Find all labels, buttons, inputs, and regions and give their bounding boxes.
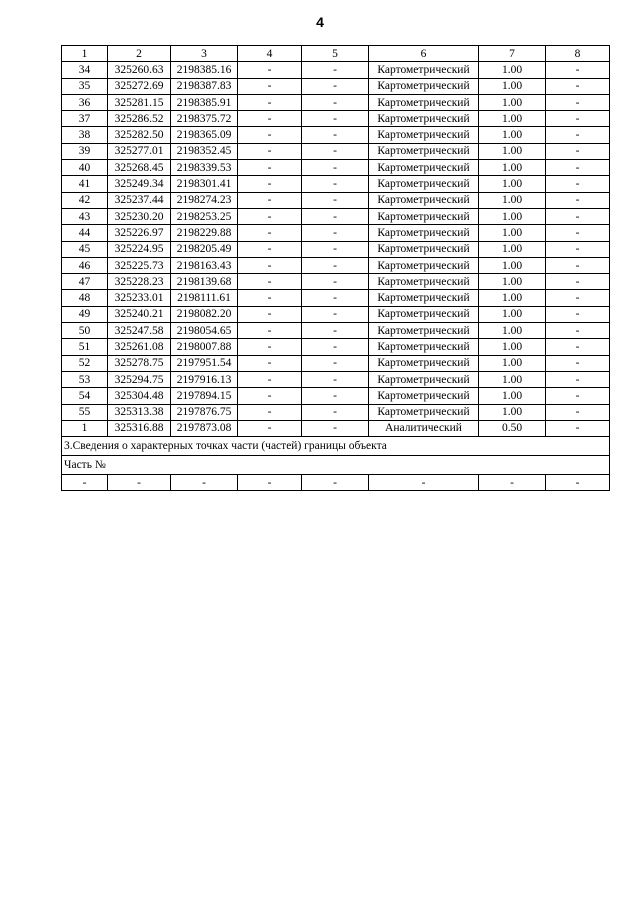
table-cell: - [546,355,610,371]
table-cell: - [238,208,302,224]
table-row [62,290,610,306]
table-cell: Картометрический [369,306,479,322]
column-header: 1 [62,46,108,62]
table-cell: - [238,475,302,491]
table-cell: - [302,176,369,192]
table-cell: - [238,78,302,94]
table-cell: Картометрический [369,257,479,273]
table-cell: Картометрический [369,127,479,143]
table-cell: 1.00 [479,274,546,290]
table-cell: 1.00 [479,241,546,257]
table-cell: Картометрический [369,290,479,306]
table-cell: - [302,241,369,257]
table-row [62,339,610,355]
table-cell: 1.00 [479,257,546,273]
table-cell: 43 [62,208,108,224]
table-cell: - [546,388,610,404]
table-cell: - [238,160,302,176]
table-cell: 1.00 [479,323,546,339]
table-cell: - [546,371,610,387]
table-row [62,355,610,371]
table-cell: 2198163.43 [171,257,238,273]
table-cell: - [479,475,546,491]
table-cell: - [546,208,610,224]
table-cell: 2197916.13 [171,371,238,387]
table-cell: 325294.75 [108,371,171,387]
table-cell: Картометрический [369,355,479,371]
table-row [62,257,610,273]
table-cell: - [546,192,610,208]
table-cell: - [238,127,302,143]
table-cell: 2198385.16 [171,62,238,78]
table-cell: - [369,475,479,491]
table-cell: 2197951.54 [171,355,238,371]
table-cell: 2198082.20 [171,306,238,322]
table-cell: 2198385.91 [171,94,238,110]
table-cell: 0.50 [479,420,546,436]
table-cell: - [238,274,302,290]
table-cell: 48 [62,290,108,306]
table-cell: 2198339.53 [171,160,238,176]
table-cell: Картометрический [369,62,479,78]
table-cell: - [302,127,369,143]
table-cell: 50 [62,323,108,339]
table-cell: 325316.88 [108,420,171,436]
table-cell: 325226.97 [108,225,171,241]
table-cell: 325277.01 [108,143,171,159]
part-label: Часть № [62,456,610,475]
table-row [62,143,610,159]
table-cell: Картометрический [369,323,479,339]
table-cell: - [238,143,302,159]
table-cell: - [238,94,302,110]
table-cell: - [302,257,369,273]
table-cell: 325249.34 [108,176,171,192]
table-cell: 325304.48 [108,388,171,404]
table-cell: 325240.21 [108,306,171,322]
column-header: 8 [546,46,610,62]
table-cell: - [546,78,610,94]
table-cell: Картометрический [369,274,479,290]
table-cell: 2198007.88 [171,339,238,355]
table-cell: - [302,208,369,224]
table-cell: 325228.23 [108,274,171,290]
table-cell: Картометрический [369,94,479,110]
table-cell: - [302,78,369,94]
table-cell: - [238,404,302,420]
table-cell: - [238,257,302,273]
table-cell: Аналитический [369,420,479,436]
table-cell: 2197894.15 [171,388,238,404]
table-cell: - [546,62,610,78]
table-cell: - [302,404,369,420]
table-row [62,62,610,78]
table-cell: 2197876.75 [171,404,238,420]
table-cell: 2198229.88 [171,225,238,241]
table-cell: 325272.69 [108,78,171,94]
table-cell: - [302,62,369,78]
table-cell: - [238,339,302,355]
table-cell: - [302,290,369,306]
table-cell: - [238,111,302,127]
table-cell: 1.00 [479,160,546,176]
table-cell: - [302,192,369,208]
table-cell: - [546,176,610,192]
table-cell: 2198111.61 [171,290,238,306]
table-cell: - [238,241,302,257]
table-row [62,94,610,110]
table-cell: 46 [62,257,108,273]
column-header: 4 [238,46,302,62]
table-cell: Картометрический [369,111,479,127]
table-cell: - [302,306,369,322]
table-cell: 2198054.65 [171,323,238,339]
table-cell: Картометрический [369,78,479,94]
table-cell: 2198253.25 [171,208,238,224]
table-cell: - [62,475,108,491]
table-cell: - [302,339,369,355]
table-cell: 1.00 [479,290,546,306]
table-row [62,274,610,290]
table-header-row [62,46,610,62]
section-title: 3.Сведения о характерных точках части (частей) границы объекта [62,437,610,456]
table-cell: 1.00 [479,371,546,387]
table-cell: 1.00 [479,404,546,420]
table-body [62,62,610,437]
table-cell: 325268.45 [108,160,171,176]
table-cell: Картометрический [369,208,479,224]
table-cell: 41 [62,176,108,192]
table-row [62,78,610,94]
table-cell: 325237.44 [108,192,171,208]
table-cell: - [238,225,302,241]
table-row [62,192,610,208]
table-cell: - [238,306,302,322]
table-cell: 1.00 [479,62,546,78]
table-cell: 1.00 [479,355,546,371]
table-row [62,111,610,127]
table-cell: - [546,339,610,355]
part-label-row [62,456,610,475]
table-cell: 42 [62,192,108,208]
table-cell: 1.00 [479,143,546,159]
table-cell: - [546,127,610,143]
table-cell: - [238,290,302,306]
table-row [62,420,610,436]
table-cell: - [171,475,238,491]
table-cell: 1.00 [479,78,546,94]
table-cell: - [238,176,302,192]
table-cell: 1.00 [479,208,546,224]
table-cell: - [108,475,171,491]
table-cell: - [546,290,610,306]
table-cell: Картометрический [369,160,479,176]
table-cell: Картометрический [369,404,479,420]
table-cell: Картометрический [369,143,479,159]
table-cell: 325313.38 [108,404,171,420]
table-cell: 55 [62,404,108,420]
column-header: 2 [108,46,171,62]
column-header: 7 [479,46,546,62]
table-cell: 1.00 [479,111,546,127]
table-cell: - [546,323,610,339]
table-cell: Картометрический [369,176,479,192]
table-cell: - [302,420,369,436]
table-row [62,160,610,176]
table-cell: Картометрический [369,192,479,208]
table-row [62,404,610,420]
table-cell: 1.00 [479,306,546,322]
section-title-row [62,437,610,456]
table-row [62,176,610,192]
table-cell: - [302,160,369,176]
table-cell: 49 [62,306,108,322]
table-cell: - [238,371,302,387]
table-cell: - [546,94,610,110]
table-cell: 1 [62,420,108,436]
table-cell: 37 [62,111,108,127]
table-cell: 35 [62,78,108,94]
table-cell: Картометрический [369,241,479,257]
table-cell: Картометрический [369,339,479,355]
table-cell: 2198375.72 [171,111,238,127]
table-cell: - [302,111,369,127]
table-cell: - [546,241,610,257]
table-cell: - [302,94,369,110]
table-cell: 47 [62,274,108,290]
table-cell: - [302,225,369,241]
table-cell: - [302,475,369,491]
table-cell: 36 [62,94,108,110]
table-cell: 1.00 [479,94,546,110]
table-cell: 1.00 [479,225,546,241]
table-row [62,127,610,143]
table-cell: 2198139.68 [171,274,238,290]
table-row [62,323,610,339]
table-cell: - [546,404,610,420]
table-cell: - [238,420,302,436]
table-cell: - [546,111,610,127]
table-cell: 2198387.83 [171,78,238,94]
table-row [62,388,610,404]
table-cell: 39 [62,143,108,159]
table-cell: Картометрический [369,388,479,404]
table-cell: 52 [62,355,108,371]
table-cell: Картометрический [369,371,479,387]
table-cell: 34 [62,62,108,78]
table-row [62,225,610,241]
table-cell: 2198274.23 [171,192,238,208]
table-cell: - [546,225,610,241]
table-cell: 2197873.08 [171,420,238,436]
table-cell: 1.00 [479,192,546,208]
table-cell: - [546,143,610,159]
table-cell: 40 [62,160,108,176]
table-cell: - [238,62,302,78]
table-cell: 325225.73 [108,257,171,273]
table-cell: 45 [62,241,108,257]
column-header: 5 [302,46,369,62]
table-row [62,371,610,387]
table-cell: - [302,355,369,371]
table-cell: - [238,323,302,339]
table-row [62,241,610,257]
empty-data-row [62,475,610,491]
table-cell: 53 [62,371,108,387]
table-row [62,306,610,322]
table-cell: 325281.15 [108,94,171,110]
table-cell: Картометрический [369,225,479,241]
table-cell: - [302,274,369,290]
table-cell: 54 [62,388,108,404]
table-cell: 2198365.09 [171,127,238,143]
table-cell: - [302,143,369,159]
table-cell: 2198301.41 [171,176,238,192]
table-cell: 1.00 [479,127,546,143]
table-cell: - [546,274,610,290]
table-cell: 325260.63 [108,62,171,78]
table-cell: 1.00 [479,388,546,404]
table-cell: 325282.50 [108,127,171,143]
table-cell: 325224.95 [108,241,171,257]
table-cell: - [302,388,369,404]
table-cell: 51 [62,339,108,355]
table-cell: 325233.01 [108,290,171,306]
table-cell: - [302,323,369,339]
table-cell: - [546,257,610,273]
column-header: 6 [369,46,479,62]
table-cell: 38 [62,127,108,143]
coordinates-table [61,45,610,491]
table-cell: 1.00 [479,339,546,355]
table-cell: 325230.20 [108,208,171,224]
table-cell: 2198352.45 [171,143,238,159]
column-header: 3 [171,46,238,62]
table-cell: 325286.52 [108,111,171,127]
table-cell: 325247.58 [108,323,171,339]
table-cell: - [238,388,302,404]
table-cell: - [546,306,610,322]
table-cell: - [238,192,302,208]
table-cell: - [302,371,369,387]
table-cell: 2198205.49 [171,241,238,257]
table-cell: - [238,355,302,371]
table-cell: 325261.08 [108,339,171,355]
table-cell: 1.00 [479,176,546,192]
table-cell: - [546,420,610,436]
table-cell: - [546,475,610,491]
table-row [62,208,610,224]
table-cell: 44 [62,225,108,241]
table-cell: - [546,160,610,176]
page-number: 4 [316,14,324,30]
table-cell: 325278.75 [108,355,171,371]
